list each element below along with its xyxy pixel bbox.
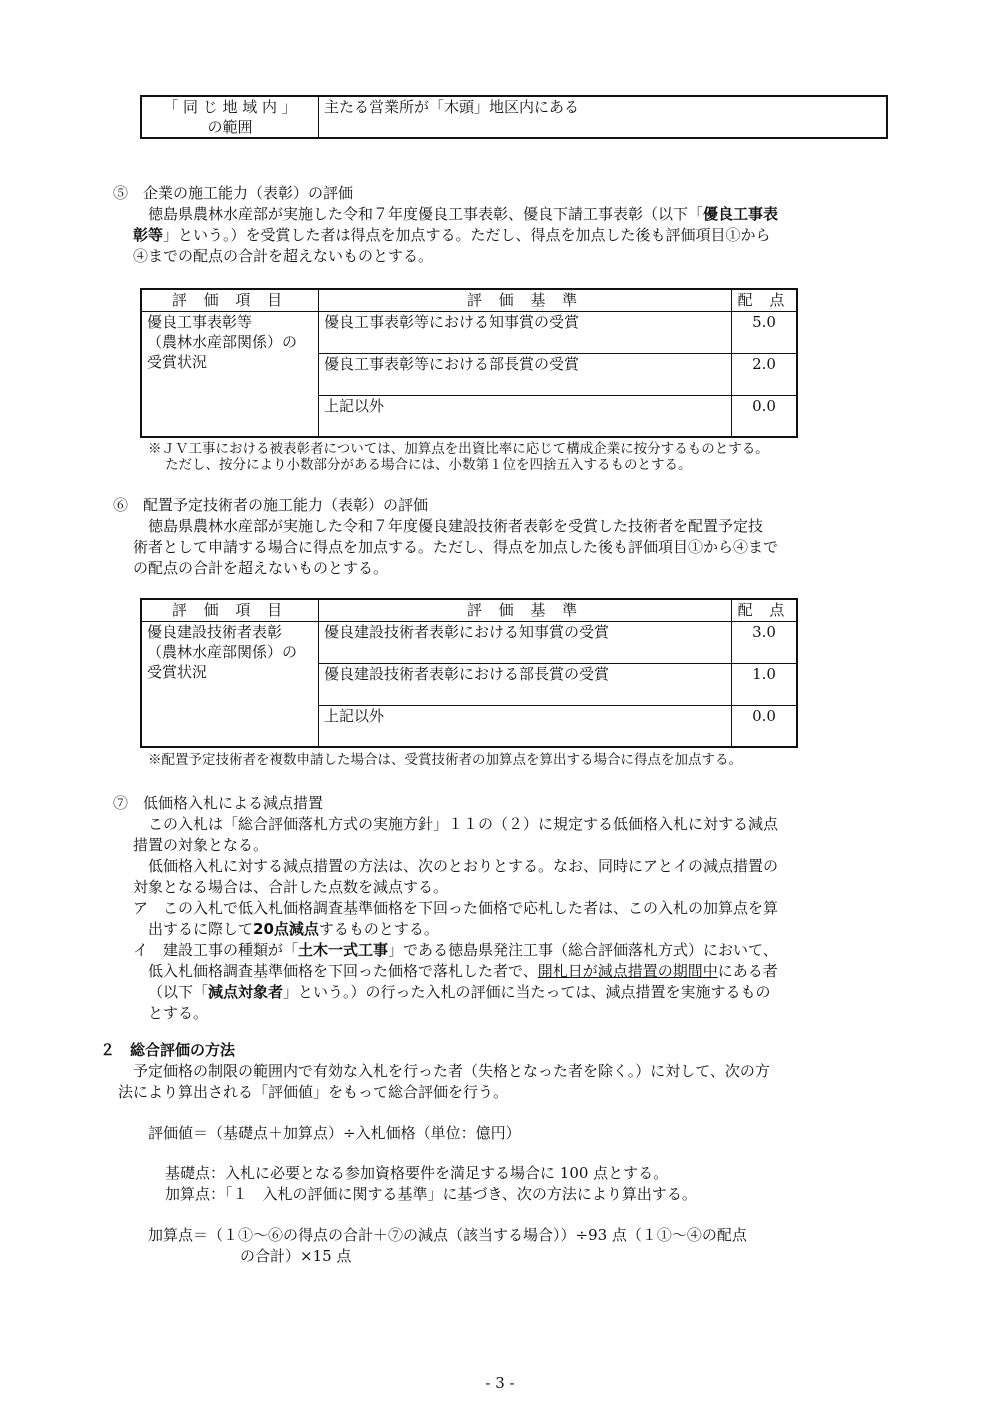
s6-item-line-3: 受賞状況 [147, 662, 208, 681]
s5-p2-text: 」という。）を受賞した者は得点を加点する。ただし、得点を加点した後も評価項目①から [163, 226, 771, 244]
sec2-base-point: 基礎点：入札に必要となる参加資格要件を満足する場合に 100 点とする。 [165, 1164, 669, 1182]
s6-para-2: 術者として申請する場合に得点を加点する。ただし、得点を加点した後も評価項目①から④まで [133, 538, 779, 556]
s5-score-1: 5.0 [732, 311, 798, 353]
s5-item-line-3: 受賞状況 [147, 352, 208, 371]
region-label-2: の範囲 [207, 118, 253, 136]
s5-p1-bold: 優良工事表 [703, 205, 779, 223]
sec2-formula-2-line-1: 加算点＝（１①～⑥の得点の合計＋⑦の減点（該当する場合））÷93 点（１①～④の配点 [148, 1226, 747, 1244]
s5-para-1 [148, 204, 778, 225]
s7-a2-bold: 20点減点 [253, 920, 319, 938]
sec2-heading: ２ 総合評価の方法 [100, 1041, 236, 1059]
s6-note: ※配置予定技術者を複数申請した場合は、受賞技術者の加算点を算出する場合に得点を加点する。 [148, 752, 742, 768]
s6-header-criteria: 評 価 基 準 [319, 599, 732, 621]
s5-para-2 [133, 225, 771, 246]
s7-i1-text: イ 建設工事の種類が「 [133, 941, 299, 959]
s6-criteria-2: 優良建設技術者表彰における部長賞の受賞 [319, 663, 732, 705]
s7-item-i-3 [148, 982, 771, 1003]
s7-item-a-2 [148, 919, 439, 940]
page-number: - 3 - [485, 1374, 515, 1392]
s5-item-line-2: （農林水産部関係）の [147, 332, 298, 351]
s5-para-3: ④までの配点の合計を超えないものとする。 [133, 247, 434, 265]
s7-i1-tail: 」である徳島県発注工事（総合評価落札方式）において、 [388, 941, 778, 959]
s7-i1-bold: 土木一式工事 [298, 941, 389, 959]
sec2-para-2: 法により算出される「評価値」をもって総合評価を行う。 [118, 1083, 509, 1101]
s6-item-line-1: 優良建設技術者表彰 [147, 622, 283, 641]
s7-heading: ⑦ 低価格入札による減点措置 [113, 794, 324, 812]
s7-para-2: 措置の対象となる。 [133, 836, 269, 854]
s5-heading: ⑤ 企業の施工能力（表彰）の評価 [113, 184, 354, 202]
s6-item-cell [141, 621, 319, 747]
s5-header-criteria: 評 価 基 準 [319, 289, 732, 311]
s5-criteria-1: 優良工事表彰等における知事賞の受賞 [319, 311, 732, 353]
s7-i3-tail: 」という。）の行った入札の評価に当たっては、減点措置を実施するもの [283, 983, 771, 1001]
s6-score-3: 0.0 [732, 705, 798, 747]
s5-header-score: 配 点 [732, 289, 798, 311]
s5-criteria-3: 上記以外 [319, 395, 732, 437]
s5-score-3: 0.0 [732, 395, 798, 437]
s7-i3-bold: 減点対象者 [208, 983, 284, 1001]
s6-criteria-3: 上記以外 [319, 705, 732, 747]
s6-score-table [140, 598, 798, 748]
s7-i2-tail: にある者 [717, 962, 778, 980]
s7-item-i-2 [148, 961, 778, 982]
s5-note-1: ※ＪＶ工事における被表彰者については、加算点を出資比率に応じて構成企業に按分するものとする。 [148, 441, 769, 457]
s7-item-i-1 [133, 940, 778, 961]
sec2-para-1: 予定価格の制限の範囲内で有効な入札を行った者（失格となった者を除く。）に対して、次の方 [133, 1062, 770, 1080]
s7-item-i-4: とする。 [148, 1004, 209, 1022]
s6-criteria-1: 優良建設技術者表彰における知事賞の受賞 [319, 621, 732, 663]
region-table [140, 95, 888, 139]
s7-para-4: 対象となる場合は、合計した点数を減点する。 [133, 878, 449, 896]
s5-p1-text: 徳島県農林水産部が実施した令和７年度優良工事表彰、優良下請工事表彰（以下「 [148, 205, 704, 223]
s7-a2-tail: するものとする。 [318, 920, 439, 938]
s6-para-3: の配点の合計を超えないものとする。 [133, 559, 389, 577]
s6-score-2: 1.0 [732, 663, 798, 705]
s7-i2-underline: 開札日が減点措置の期間中 [537, 962, 718, 980]
s6-header-score: 配 点 [732, 599, 798, 621]
s7-a2-text: 出するに際して [148, 920, 254, 938]
s5-criteria-2: 優良工事表彰等における部長賞の受賞 [319, 353, 732, 395]
s6-para-1: 徳島県農林水産部が実施した令和７年度優良建設技術者表彰を受賞した技術者を配置予定技 [148, 517, 764, 535]
s5-item-cell [141, 311, 319, 437]
s5-score-table [140, 288, 798, 438]
s7-para-1: この入札は「総合評価落札方式の実施方針」１１の（２）に規定する低価格入札に対する減点 [148, 815, 779, 833]
sec2-added-point: 加算点：「１ 入札の評価に関する基準」に基づき、次の方法により算出する。 [165, 1185, 697, 1203]
sec2-formula: 評価値＝（基礎点＋加算点）÷入札価格（単位：億円） [148, 1124, 521, 1142]
s6-item-line-2: （農林水産部関係）の [147, 642, 298, 661]
s6-heading: ⑥ 配置予定技術者の施工能力（表彰）の評価 [113, 496, 429, 514]
s5-header-item: 評 価 項 目 [141, 289, 319, 311]
s5-score-2: 2.0 [732, 353, 798, 395]
s7-i3-text: （以下「 [148, 983, 209, 1001]
s6-score-1: 3.0 [732, 621, 798, 663]
s7-i2-text: 低入札価格調査基準価格を下回った価格で落札した者で、 [148, 962, 538, 980]
region-label [141, 96, 319, 138]
s5-p2-bold: 彰等 [133, 226, 164, 244]
s7-para-3: 低価格入札に対する減点措置の方法は、次のとおりとする。なお、同時にアとイの減点措置の [148, 857, 779, 875]
region-value: 主たる営業所が「木頭」地区内にある [319, 96, 888, 138]
s5-note-2: ただし、按分により小数部分がある場合には、小数第１位を四捨五入するものとする。 [165, 457, 692, 473]
s6-header-item: 評 価 項 目 [141, 599, 319, 621]
s5-item-line-1: 優良工事表彰等 [147, 312, 253, 331]
sec2-formula-2-line-2: の合計）×15 点 [240, 1247, 352, 1265]
s7-item-a-1: ア この入札で低入札価格調査基準価格を下回った価格で応札した者は、この入札の加算点を算 [133, 899, 779, 917]
region-label-1: 「 同 じ 地 域 内 」 [163, 98, 297, 116]
